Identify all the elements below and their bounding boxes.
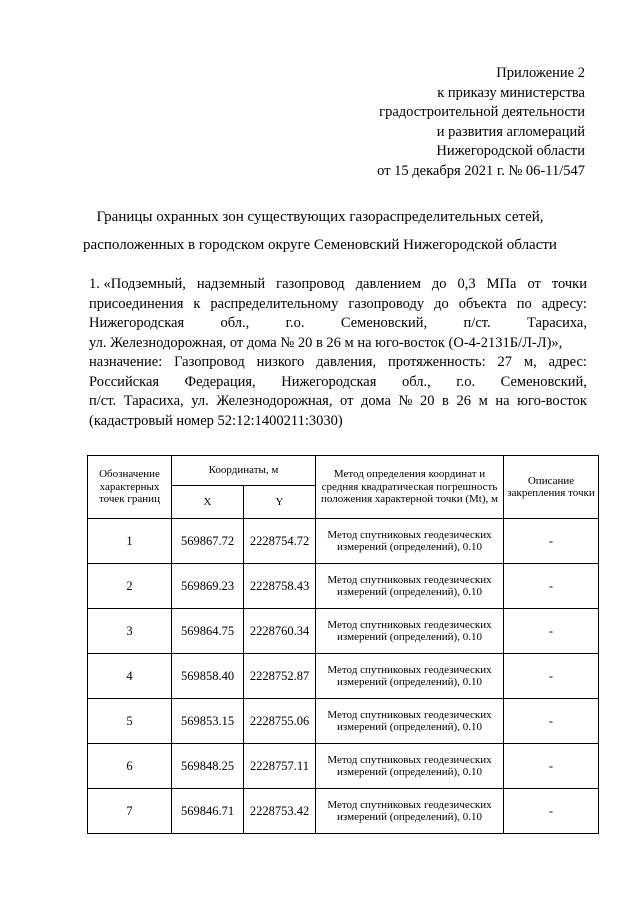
paragraph-word: до: [434, 295, 449, 312]
description-cell: -: [504, 744, 599, 789]
point-cell: 7: [88, 789, 172, 834]
paragraph-word: 20: [419, 393, 435, 409]
paragraph-line: [89, 275, 587, 295]
paragraph-word: распределительному: [210, 295, 339, 312]
paragraph-lines: [89, 275, 587, 412]
x-cell: 569869.23: [172, 564, 244, 609]
x-cell: 569858.40: [172, 654, 244, 699]
y-cell: 2228753.42: [244, 789, 316, 834]
paragraph-line: [89, 314, 587, 334]
point-cell: 1: [88, 519, 172, 564]
paragraph-word: МПа: [486, 276, 517, 292]
paragraph-word: юго-восток: [517, 393, 587, 409]
appendix-line: и развития агломераций: [436, 123, 585, 140]
paragraph-word: м: [478, 393, 488, 409]
method-cell: Метод спутниковых геодезических измерений (определений), 0.10: [316, 564, 504, 609]
table-row: [88, 789, 599, 834]
paragraph-last-line: (кадастровый номер 52:12:1400211:3030): [89, 412, 343, 429]
paragraph-word: Нижегородская: [89, 315, 185, 331]
paragraph-word: присоединения: [89, 295, 184, 312]
title-line-1: Границы охранных зон существующих газораспределительных сетей,: [96, 209, 544, 225]
paragraph-word: газопроводу: [348, 295, 425, 312]
point-cell: 4: [88, 654, 172, 699]
object-description: [89, 275, 587, 431]
y-cell: 2228754.72: [244, 519, 316, 564]
method-cell: Метод спутниковых геодезических измерений (определений), 0.10: [316, 789, 504, 834]
x-cell: 569853.15: [172, 699, 244, 744]
header-x: X: [172, 486, 244, 519]
paragraph-word: давлением: [355, 276, 421, 292]
x-cell: 569846.71: [172, 789, 244, 834]
paragraph-word: от: [527, 276, 541, 292]
boundary-points-table: [87, 455, 599, 834]
paragraph-word: п/ст.: [89, 393, 117, 409]
paragraph-word: дома: [361, 393, 391, 409]
paragraph-word: к: [193, 295, 201, 312]
paragraph-word: газопровод: [276, 276, 345, 292]
table-row: [88, 609, 599, 654]
paragraph-word: низкого: [256, 354, 305, 370]
paragraph-word: по: [516, 295, 532, 312]
method-cell: Метод спутниковых геодезических измерений (определений), 0.10: [316, 654, 504, 699]
description-cell: -: [504, 519, 599, 564]
paragraph-word: г.о.: [456, 373, 476, 390]
paragraph-word: Российская: [89, 373, 160, 390]
method-cell: Метод спутниковых геодезических измерений (определений), 0.10: [316, 699, 504, 744]
x-cell: 569867.72: [172, 519, 244, 564]
header-method: Метод определения координат и средняя квадратическая погрешность положения характерной точки (Mt), м: [316, 456, 504, 519]
header-point: Обозначение характерных точек границ: [88, 456, 172, 519]
y-cell: 2228758.43: [244, 564, 316, 609]
method-cell: Метод спутниковых геодезических измерений (определений), 0.10: [316, 609, 504, 654]
paragraph-word: от: [340, 393, 354, 409]
table-row: [88, 654, 599, 699]
appendix-line: к приказу министерства: [437, 84, 585, 101]
table-row: [88, 564, 599, 609]
header-coordinates: Координаты, м: [172, 456, 316, 486]
y-cell: 2228755.06: [244, 699, 316, 744]
method-cell: Метод спутниковых геодезических измерений (определений), 0.10: [316, 744, 504, 789]
paragraph-word: адрес:: [548, 354, 587, 370]
x-cell: 569864.75: [172, 609, 244, 654]
y-cell: 2228752.87: [244, 654, 316, 699]
paragraph-word: 1. «Подземный,: [89, 276, 186, 292]
point-cell: 3: [88, 609, 172, 654]
point-cell: 5: [88, 699, 172, 744]
paragraph-word: обл.,: [401, 373, 431, 390]
paragraph-word: Железнодорожная,: [216, 393, 333, 409]
paragraph-word: п/ст.: [463, 315, 491, 331]
paragraph-word: до: [431, 276, 447, 292]
description-cell: -: [504, 699, 599, 744]
paragraph-word: Газопровод: [174, 354, 245, 370]
table-row: [88, 699, 599, 744]
y-cell: 2228757.11: [244, 744, 316, 789]
description-cell: -: [504, 654, 599, 699]
appendix-line: Приложение 2: [496, 65, 585, 81]
paragraph-word: ул. Железнодорожная, от дома № 20 в 26 м на юго-восток (О-4-2131Б/Л-Л)»,: [89, 334, 563, 351]
description-cell: -: [504, 609, 599, 654]
appendix-line: градостроительной деятельности: [379, 104, 585, 120]
title-line-2: расположенных в городском округе Семеновский Нижегородской области: [83, 237, 557, 253]
document-title: [0, 203, 640, 259]
paragraph-line: [89, 334, 587, 354]
paragraph-word: г.о.: [285, 315, 305, 331]
paragraph-word: давления,: [316, 354, 377, 370]
paragraph-word: протяженность:: [387, 354, 486, 370]
paragraph-word: обл.,: [220, 315, 250, 331]
paragraph-word: на: [495, 393, 510, 409]
table-row: [88, 744, 599, 789]
appendix-header: [377, 64, 585, 181]
appendix-line: от 15 декабря 2021 г. № 06-11/547: [377, 162, 585, 179]
paragraph-word: в: [442, 393, 449, 409]
y-cell: 2228760.34: [244, 609, 316, 654]
paragraph-word: Семеновский,: [340, 315, 428, 331]
paragraph-word: 27: [497, 354, 513, 370]
paragraph-line: [89, 353, 587, 373]
header-description: Описание закрепления точки: [504, 456, 599, 519]
x-cell: 569848.25: [172, 744, 244, 789]
paragraph-word: Тарасиха,: [527, 315, 587, 331]
header-y: Y: [244, 486, 316, 519]
point-cell: 6: [88, 744, 172, 789]
paragraph-word: Нижегородская: [281, 373, 377, 390]
paragraph-word: адресу:: [541, 295, 587, 312]
paragraph-word: м,: [523, 354, 537, 370]
paragraph-word: Семеновский,: [500, 373, 587, 390]
appendix-line: Нижегородской области: [436, 143, 585, 159]
paragraph-word: 0,3: [457, 276, 476, 292]
table-row: [88, 519, 599, 564]
paragraph-word: Тарасиха,: [123, 393, 184, 409]
paragraph-word: объекта: [458, 295, 507, 312]
paragraph-word: 26: [456, 393, 471, 409]
paragraph-word: надземный: [196, 276, 266, 292]
description-cell: -: [504, 564, 599, 609]
paragraph-line: [89, 373, 587, 393]
description-cell: -: [504, 789, 599, 834]
paragraph-line: [89, 295, 587, 315]
point-cell: 2: [88, 564, 172, 609]
paragraph-word: ул.: [191, 393, 209, 409]
paragraph-word: Федерация,: [184, 373, 256, 390]
paragraph-word: назначение:: [89, 354, 163, 370]
paragraph-word: №: [398, 393, 413, 409]
method-cell: Метод спутниковых геодезических измерений (определений), 0.10: [316, 519, 504, 564]
paragraph-line: [89, 392, 587, 412]
paragraph-word: точки: [551, 276, 587, 292]
